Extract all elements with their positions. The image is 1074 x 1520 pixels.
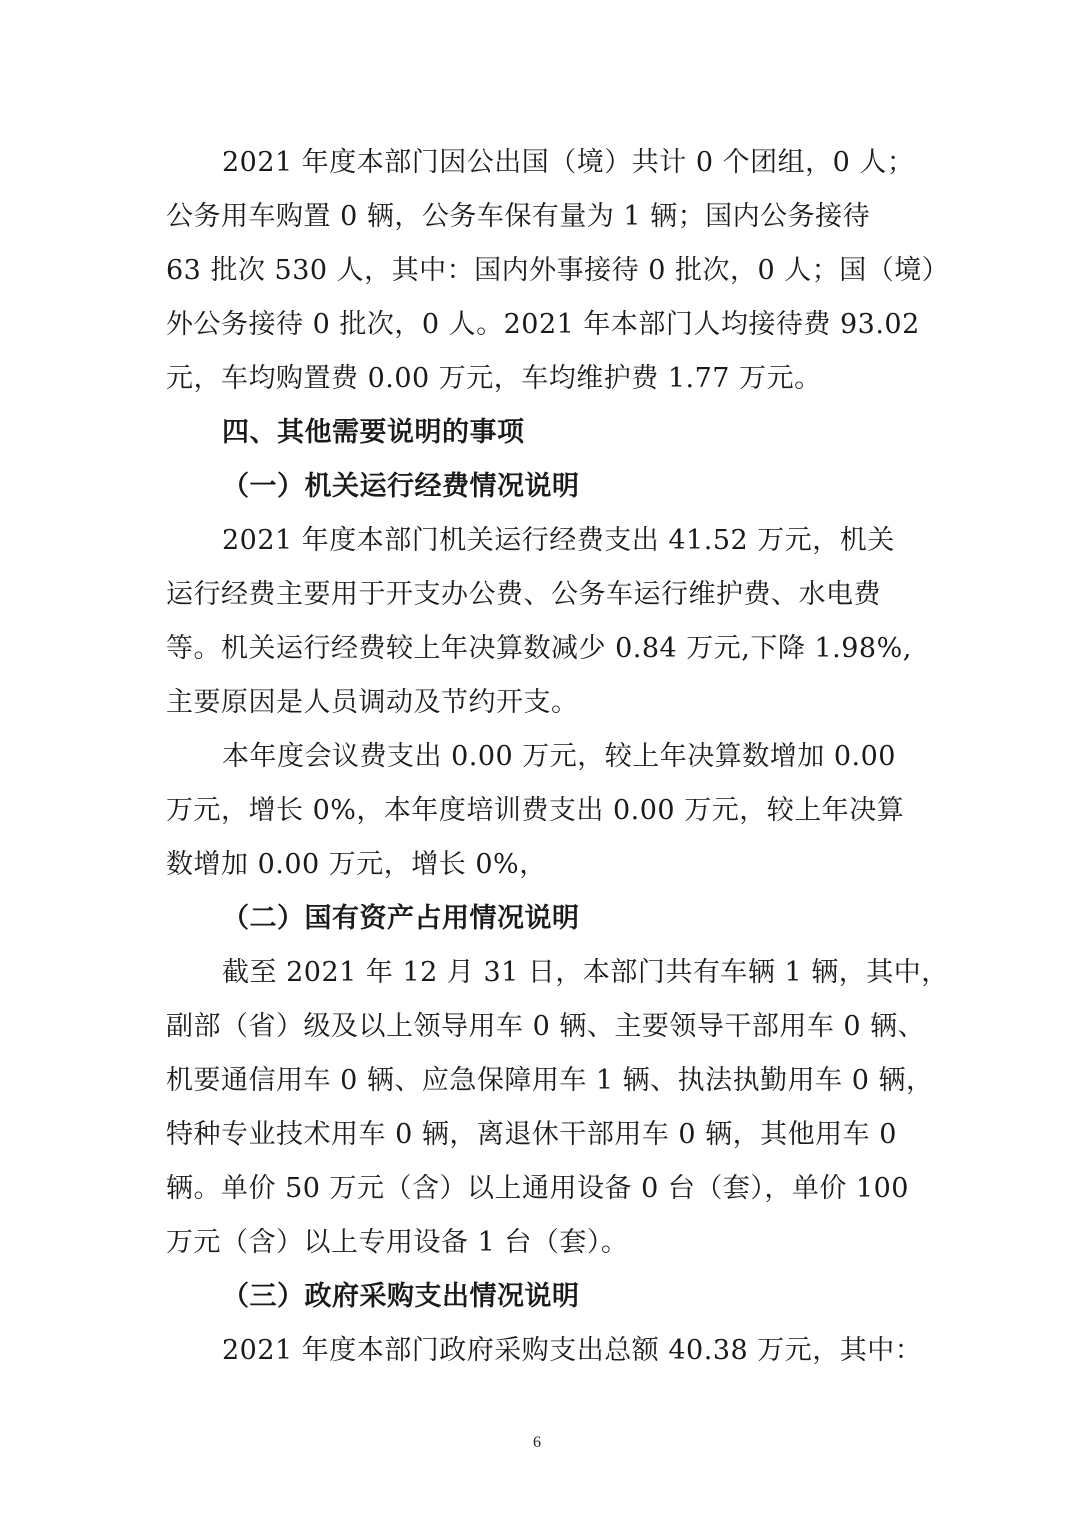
subsection-heading: （二）国有资产占用情况说明 xyxy=(222,903,580,934)
paragraph-line: 运行经费主要用于开支办公费、公务车运行维护费、水电费 xyxy=(166,579,881,610)
paragraph-line: 等。机关运行经费较上年决算数减少 0.84 万元,下降 1.98%, xyxy=(166,633,912,664)
paragraph-line: 2021 年度本部门因公出国（境）共计 0 个团组，0 人； xyxy=(222,147,915,178)
paragraph-line: 特种专业技术用车 0 辆，离退休干部用车 0 辆，其他用车 0 xyxy=(166,1119,897,1150)
paragraph-line: 元，车均购置费 0.00 万元，车均维护费 1.77 万元。 xyxy=(166,363,822,394)
paragraph-line: 2021 年度本部门政府采购支出总额 40.38 万元，其中： xyxy=(222,1335,923,1366)
document-body xyxy=(166,136,950,1378)
paragraph-line: 万元（含）以上专用设备 1 台（套）。 xyxy=(166,1227,629,1258)
paragraph-line: 副部（省）级及以上领导用车 0 辆、主要领导干部用车 0 辆、 xyxy=(166,1011,926,1042)
paragraph-line: 主要原因是人员调动及节约开支。 xyxy=(166,687,579,718)
paragraph-line: 63 批次 530 人，其中：国内外事接待 0 批次，0 人；国（境） xyxy=(166,255,950,286)
paragraph-line: 数增加 0.00 万元，增长 0%， xyxy=(166,849,547,880)
paragraph-line: 2021 年度本部门机关运行经费支出 41.52 万元，机关 xyxy=(222,525,895,556)
paragraph-line: 公务用车购置 0 辆，公务车保有量为 1 辆；国内公务接待 xyxy=(166,201,871,232)
section-heading: 四、其他需要说明的事项 xyxy=(222,417,525,448)
paragraph-line: 外公务接待 0 批次，0 人。2021 年本部门人均接待费 93.02 xyxy=(166,309,920,340)
paragraph-line: 机要通信用车 0 辆、应急保障用车 1 辆、执法执勤用车 0 辆， xyxy=(166,1065,934,1096)
paragraph-line: 截至 2021 年 12 月 31 日，本部门共有车辆 1 辆，其中， xyxy=(222,957,949,988)
paragraph-line: 辆。单价 50 万元（含）以上通用设备 0 台（套），单价 100 xyxy=(166,1173,909,1204)
paragraph-line: 万元，增长 0%，本年度培训费支出 0.00 万元，较上年决算 xyxy=(166,795,905,826)
paragraph-line: 本年度会议费支出 0.00 万元，较上年决算数增加 0.00 xyxy=(222,741,896,772)
subsection-heading: （三）政府采购支出情况说明 xyxy=(222,1281,580,1312)
subsection-heading: （一）机关运行经费情况说明 xyxy=(222,471,580,502)
page-number: 6 xyxy=(533,1434,541,1451)
